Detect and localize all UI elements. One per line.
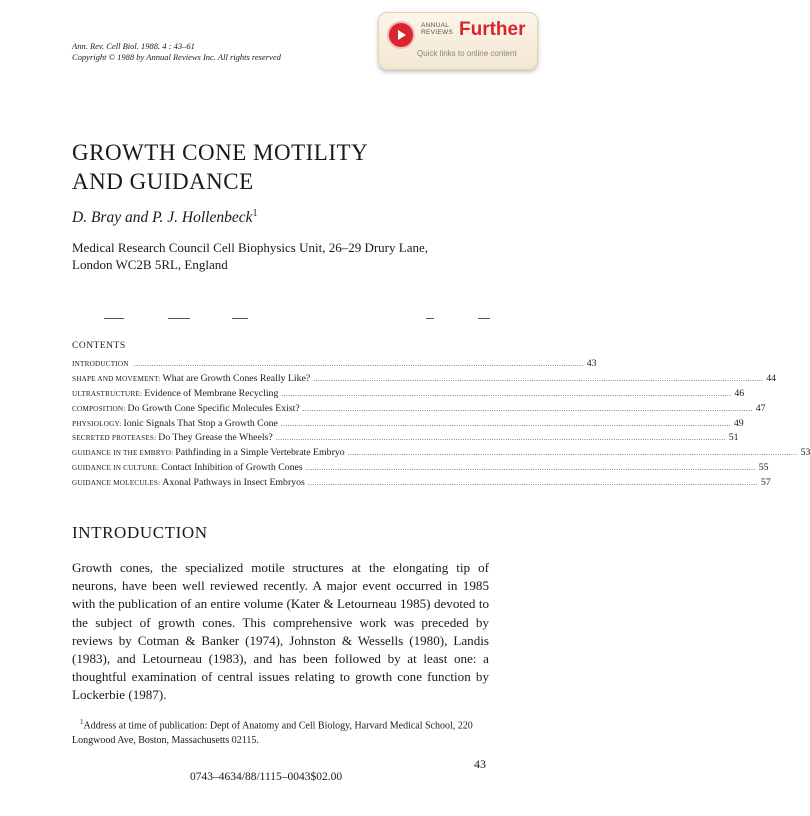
play-icon [387,21,415,49]
journal-citation [72,41,281,63]
page-number: 43 [474,757,486,771]
toc-leader-dots: ........................................................................................................................................................................................................ [281,389,732,398]
toc-entry[interactable] [72,446,810,461]
toc-entry[interactable] [72,357,597,372]
toc-entry[interactable] [72,372,777,387]
affiliation-line-1: Medical Research Council Cell Biophysics Unit, 26–29 Drury Lane, [72,240,428,255]
copyright-line: Copyright © 1988 by Annual Reviews Inc. All rights reserved [72,52,281,62]
footnote-mark: 1 [80,718,84,726]
toc-leader-dots: ........................................................................................................................................................................................................ [302,404,753,413]
quick-links-label: Quick links to online content [417,49,517,58]
separator-mark [104,318,124,319]
toc-page-number: 49 [733,417,744,429]
annual-reviews-label [421,22,453,36]
toc-section-label: INTRODUCTION [72,360,129,368]
separator-mark [168,318,190,319]
separator-mark [232,318,248,319]
toc-page-number: 46 [734,387,745,399]
toc-entry-title: Contact Inhibition of Growth Cones [161,462,303,474]
toc-entry-title: Ionic Signals That Stop a Growth Cone [123,417,278,429]
toc-leader-dots: ........................................................................................................................................................................................................ [305,464,756,473]
toc-section-label: COMPOSITION: [72,404,126,413]
authors-names: D. Bray and P. J. Hollenbeck [72,209,253,227]
table-of-contents [72,357,810,491]
separator-mark [478,318,490,319]
toc-section-label: GUIDANCE IN CULTURE: [72,464,160,473]
toc-entry-title: Do Growth Cone Specific Molecules Exist? [127,402,300,414]
toc-entry-title: Do They Grease the Wheels? [158,432,273,444]
issn-code: 0743–4634/88/1115–0043$02.00 [190,771,343,783]
toc-leader-dots: ........................................................................................................................................................................................................ [133,360,584,368]
further-label: Further [459,19,526,40]
journal-line: Ann. Rev. Cell Biol. 1988. 4 : 43–61 [72,41,195,51]
authors [72,208,258,227]
further-links-banner[interactable] [378,12,538,70]
toc-page-number: 43 [586,358,597,369]
contents-heading: CONTENTS [72,341,126,351]
footnote [72,715,489,748]
toc-entry[interactable] [72,431,739,446]
introduction-body: Growth cones, the specialized motile structures at the elongating tip of neurons, have been well reviewed recently. A major event occurred in 1985 with the publication of an entire volume (Kater & Letourneau 1985) devoted to the subject of growth cones. This comprehensive work was preceded by reviews by Cotman & Banker (1974), Johnston & Wessells (1980), Landis (1983), and Letourneau (1983), and has been followed by at least one: a thoughtful examination of central issues relating to growth cone function by Lockerbie (1987). [72,560,489,703]
toc-section-label: GUIDANCE MOLECULES: [72,479,161,488]
article-title [72,138,368,196]
affiliation-line-2: London WC2B 5RL, England [72,257,228,272]
toc-entry-title: Evidence of Membrane Recycling [144,387,279,399]
toc-leader-dots: ........................................................................................................................................................................................................ [275,434,726,443]
separator-mark [426,318,434,319]
toc-section-label: SECRETED PROTEASES: [72,434,157,443]
toc-section-label: ULTRASTRUCTURE: [72,389,143,398]
introduction-heading: INTRODUCTION [72,523,208,542]
annual-text: ANNUAL [421,22,450,29]
toc-page-number: 47 [755,402,766,414]
title-line-1: GROWTH CONE MOTILITY [72,140,369,165]
toc-leader-dots: ........................................................................................................................................................................................................ [347,449,798,458]
affiliation [72,239,492,273]
toc-leader-dots: ........................................................................................................................................................................................................ [280,419,731,428]
toc-entry[interactable] [72,476,771,491]
separator-marks [72,318,492,321]
toc-leader-dots: ........................................................................................................................................................................................................ [307,479,758,488]
toc-section-label: SHAPE AND MOVEMENT: [72,374,161,383]
toc-entry[interactable] [72,417,744,432]
toc-page-number: 51 [728,432,739,444]
toc-entry-title: What are Growth Cones Really Like? [162,372,311,384]
toc-entry-title: Pathfinding in a Simple Vertebrate Embryo [175,447,345,459]
toc-page-number: 55 [758,462,769,474]
title-line-2: AND GUIDANCE [72,169,254,194]
toc-section-label: PHYSIOLOGY: [72,419,122,428]
toc-entry[interactable] [72,461,769,476]
toc-page-number: 44 [766,372,777,384]
toc-section-label: GUIDANCE IN THE EMBRYO: [72,449,174,458]
toc-entry[interactable] [72,387,745,402]
toc-leader-dots: ........................................................................................................................................................................................................ [313,374,764,383]
toc-page-number: 57 [760,477,771,489]
toc-page-number: 53 [800,447,810,459]
authors-footnote-mark: 1 [252,208,258,219]
toc-entry[interactable] [72,402,766,417]
toc-entry-title: Axonal Pathways in Insect Embryos [162,477,305,489]
reviews-text: REVIEWS [421,29,454,36]
footnote-text: Address at time of publication: Dept of Anatomy and Cell Biology, Harvard Medical School, 220 Longwood Ave, Boston, Massachusetts 02115. [72,720,473,747]
